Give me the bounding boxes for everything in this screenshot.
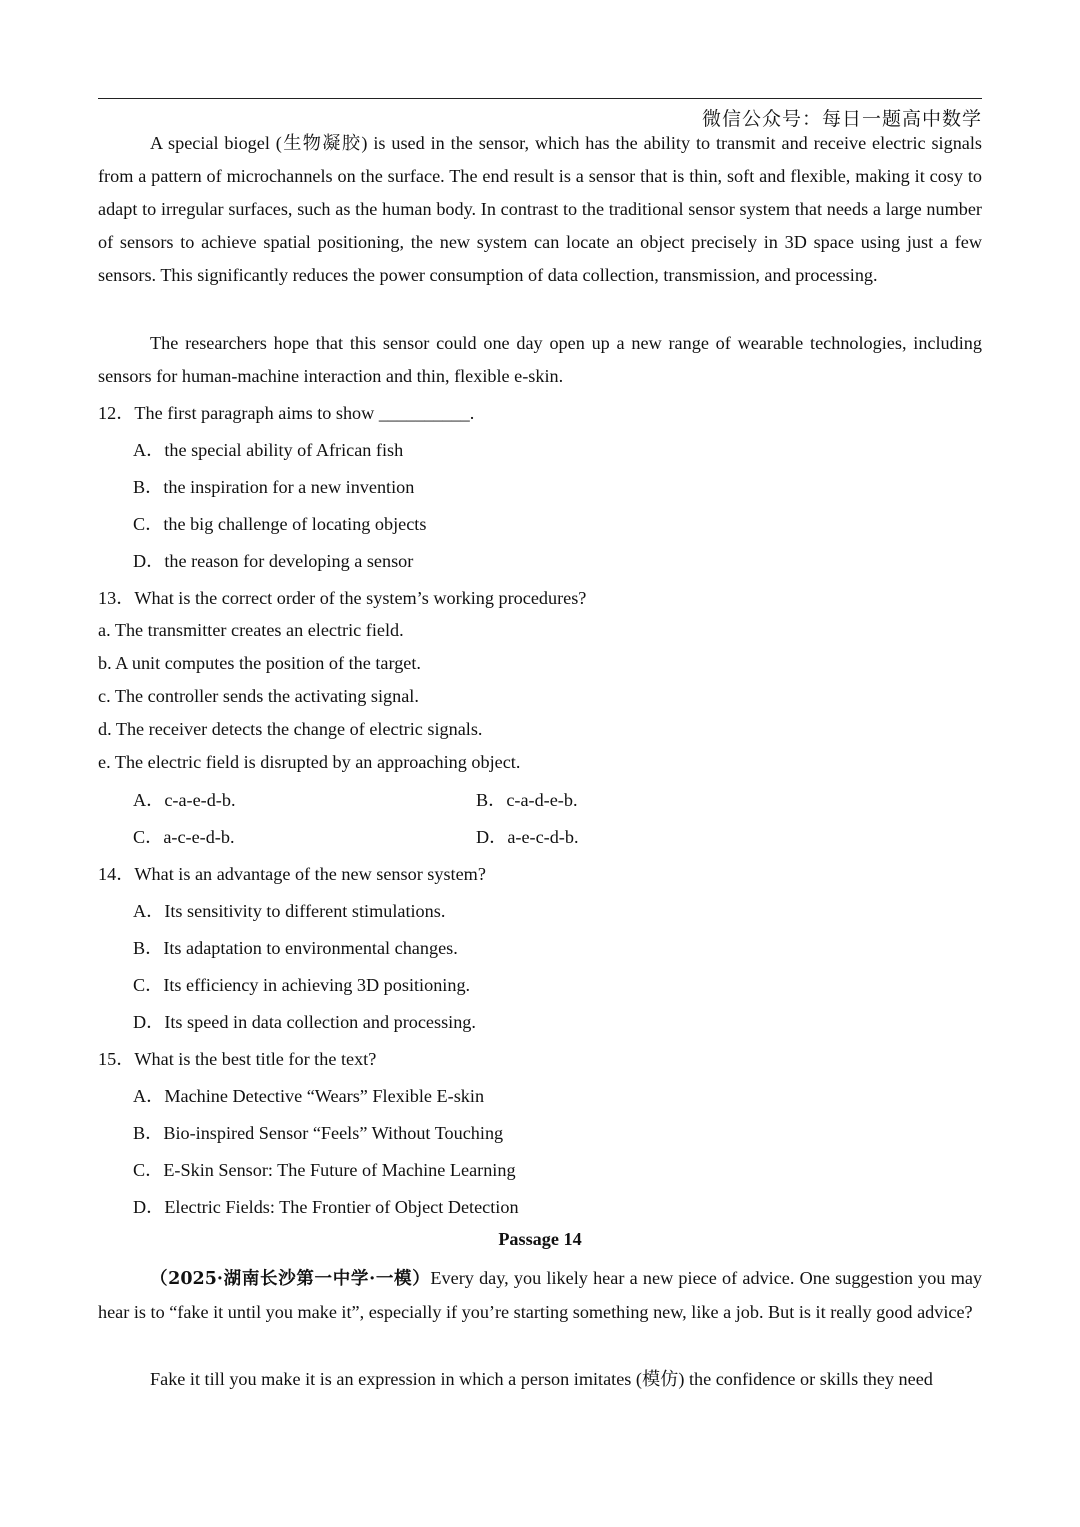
question-13-stem: 13．What is the correct order of the system’s working procedures? [98, 588, 587, 608]
passage-14-source: （2025·湖南长沙第一中学·一模） [150, 1269, 431, 1289]
question-12-option-d[interactable]: D．the reason for developing a sensor [133, 551, 414, 571]
question-15-option-d[interactable]: D．Electric Fields: The Frontier of Object Detection [133, 1197, 519, 1217]
question-12-option-b[interactable]: B．the inspiration for a new invention [133, 477, 415, 497]
question-13-step-d: d. The receiver detects the change of electric signals. [98, 719, 483, 739]
question-15-option-b[interactable]: B．Bio-inspired Sensor “Feels” Without Touching [133, 1123, 504, 1143]
question-14-option-d[interactable]: D．Its speed in data collection and processing. [133, 1012, 476, 1032]
passage-14-paragraph-2: Fake it till you make it is an expression in which a person imitates (模仿) the confidence or skills they need [150, 1369, 933, 1389]
question-12-stem: 12．The first paragraph aims to show __________. [98, 403, 475, 423]
question-13-option-b[interactable]: B．c-a-d-e-b. [476, 790, 578, 810]
question-15-option-a[interactable]: A．Machine Detective “Wears” Flexible E-skin [133, 1086, 485, 1106]
passage-14-title: Passage 14 [498, 1229, 582, 1249]
question-12-option-c[interactable]: C．the big challenge of locating objects [133, 514, 427, 534]
question-13-step-e: e. The electric field is disrupted by an approaching object. [98, 752, 521, 772]
question-15-stem: 15．What is the best title for the text? [98, 1049, 377, 1069]
question-13-option-c[interactable]: C．a-c-e-d-b. [133, 827, 235, 847]
question-14-option-b[interactable]: B．Its adaptation to environmental changes. [133, 938, 458, 958]
question-14-stem: 14．What is an advantage of the new sensor system? [98, 864, 486, 884]
question-12-option-a[interactable]: A．the special ability of African fish [133, 440, 404, 460]
question-13-option-d[interactable]: D．a-e-c-d-b. [476, 827, 579, 847]
passage-paragraph-2: The researchers hope that this sensor could one day open up a new range of wearable technologies, including sensors for human-machine interaction and thin, flexible e-skin. [98, 333, 982, 386]
header-rule [98, 98, 982, 99]
passage-14-paragraph-1 [98, 1262, 982, 1329]
passage-paragraph-1: A special biogel (生物凝胶) is used in the sensor, which has the ability to transmit and receive electric signals from a pattern of microchannels on the surface. The end result is a sensor that is thin, soft and flexible, making it cosy to adapt to irregular surfaces, such as the human body. In contrast to the traditional sensor system that needs a large number of sensors to achieve spatial positioning, the new system can locate an object precisely in 3D space using just a few sensors. This significantly reduces the power consumption of data collection, transmission, and processing. [98, 133, 982, 285]
question-15-option-c[interactable]: C．E-Skin Sensor: The Future of Machine Learning [133, 1160, 516, 1180]
question-13-step-a: a. The transmitter creates an electric field. [98, 620, 404, 640]
question-14-option-a[interactable]: A．Its sensitivity to different stimulations. [133, 901, 446, 921]
header-wechat-label: 微信公众号：每日一题高中数学 [701, 108, 982, 130]
question-14-option-c[interactable]: C．Its efficiency in achieving 3D positioning. [133, 975, 471, 995]
question-13-step-c: c. The controller sends the activating signal. [98, 686, 419, 706]
passage-14-paragraph-1-text: Every day, you likely hear a new piece of advice. One suggestion you may hear is to “fake it until you make it”, especially if you’re starting something new, like a job. But is it really good advice? [98, 1268, 983, 1322]
question-13-option-a[interactable]: A．c-a-e-d-b. [133, 790, 236, 810]
question-13-step-b: b. A unit computes the position of the target. [98, 653, 421, 673]
